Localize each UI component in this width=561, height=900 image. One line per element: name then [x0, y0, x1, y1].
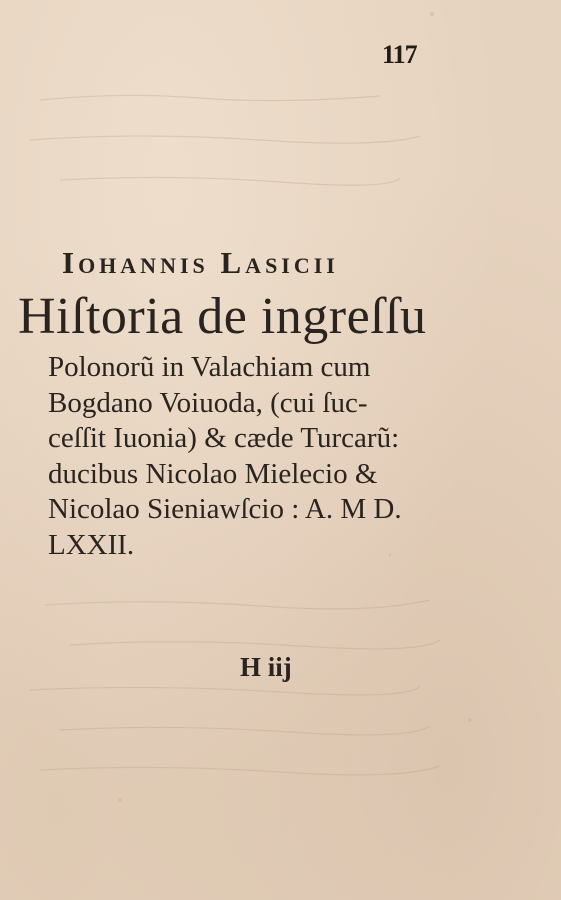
- title-line: Nicolao Sieniawſcio : A. M D.: [48, 493, 402, 525]
- title-first-line: Hiſtoria de ingreſſu: [18, 288, 427, 345]
- title-line: ducibus Nicolao Mielecio &: [48, 457, 378, 490]
- page-number: 117: [382, 40, 417, 69]
- title-line: Polonorũ in Valachiam cum: [48, 351, 371, 383]
- title-line: ceſſit Iuonia) & cæde Turcarũ:: [48, 422, 400, 454]
- title-body: [48, 350, 418, 563]
- author-heading: Iohannis Lasicii: [62, 245, 339, 280]
- signature-mark: H iij: [240, 652, 292, 682]
- title-line: Bogdano Voiuoda, (cui ſuc-: [48, 386, 368, 419]
- title-line: LXXII.: [48, 528, 135, 561]
